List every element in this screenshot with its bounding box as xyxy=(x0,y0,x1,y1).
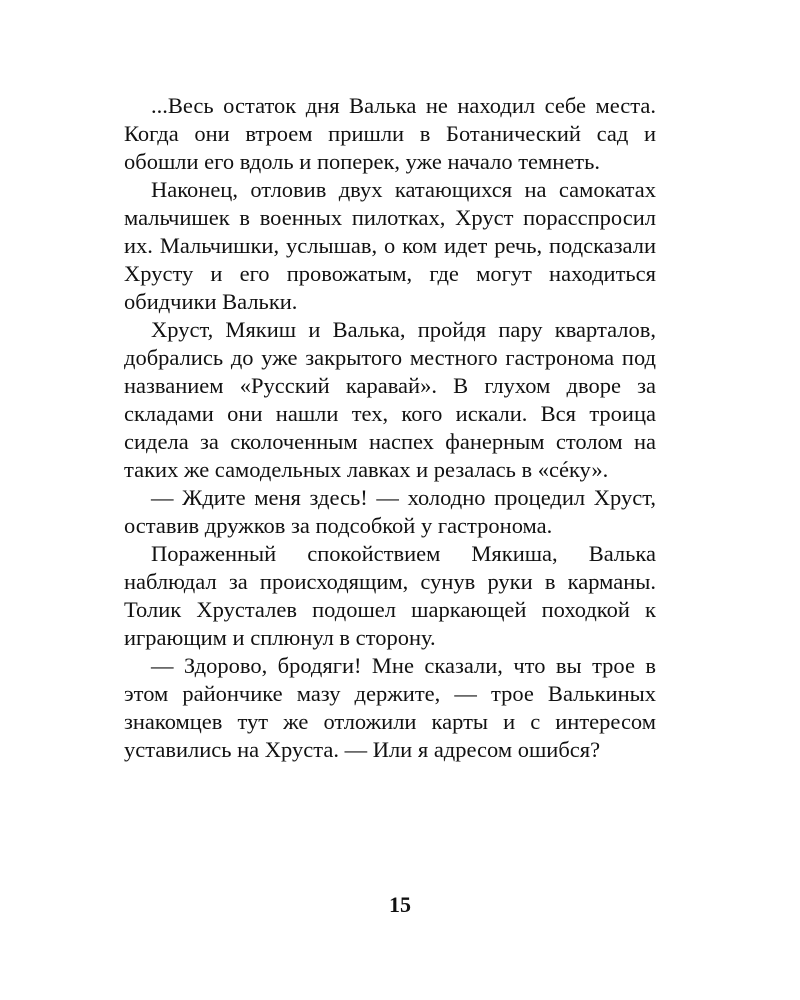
paragraph-1: ...Весь остаток дня Валька не находил себе места. Когда они втроем пришли в Ботанический сад и обошли его вдоль и поперек, уже начало темнеть. xyxy=(124,93,656,174)
page-body xyxy=(124,92,656,764)
paragraph-3: Хруст, Мякиш и Валька, пройдя пару кварталов, добрались до уже закрытого местного гастронома под названием «Русский каравай». В глухом дворе за складами они нашли тех, кого искали. Вся троица сидела за сколоченным наспех фанерным столом на таких же самодельных лавках и резалась в «сéку». xyxy=(124,317,656,482)
paragraph-2: Наконец, отловив двух катающихся на самокатах мальчишек в военных пилотках, Хруст порасспросил их. Мальчишки, услышав, о ком идет речь, подсказали Хрусту и его провожатым, где могут находиться обидчики Вальки. xyxy=(124,177,656,314)
paragraph-4: — Ждите меня здесь! — холодно процедил Хруст, оставив дружков за подсобкой у гастронома. xyxy=(124,485,656,538)
paragraph-6: — Здорово, бродяги! Мне сказали, что вы трое в этом райончике мазу держите, — трое Валькиных знакомцев тут же отложили карты и с интересом уставились на Хруста. — Или я адресом ошибся? xyxy=(124,653,656,762)
paragraph-5: Пораженный спокойствием Мякиша, Валька наблюдал за происходящим, сунув руки в карманы. Толик Хрусталев подошел шаркающей походкой к играющим и сплюнул в сторону. xyxy=(124,541,656,650)
page-number: 15 xyxy=(389,892,411,917)
